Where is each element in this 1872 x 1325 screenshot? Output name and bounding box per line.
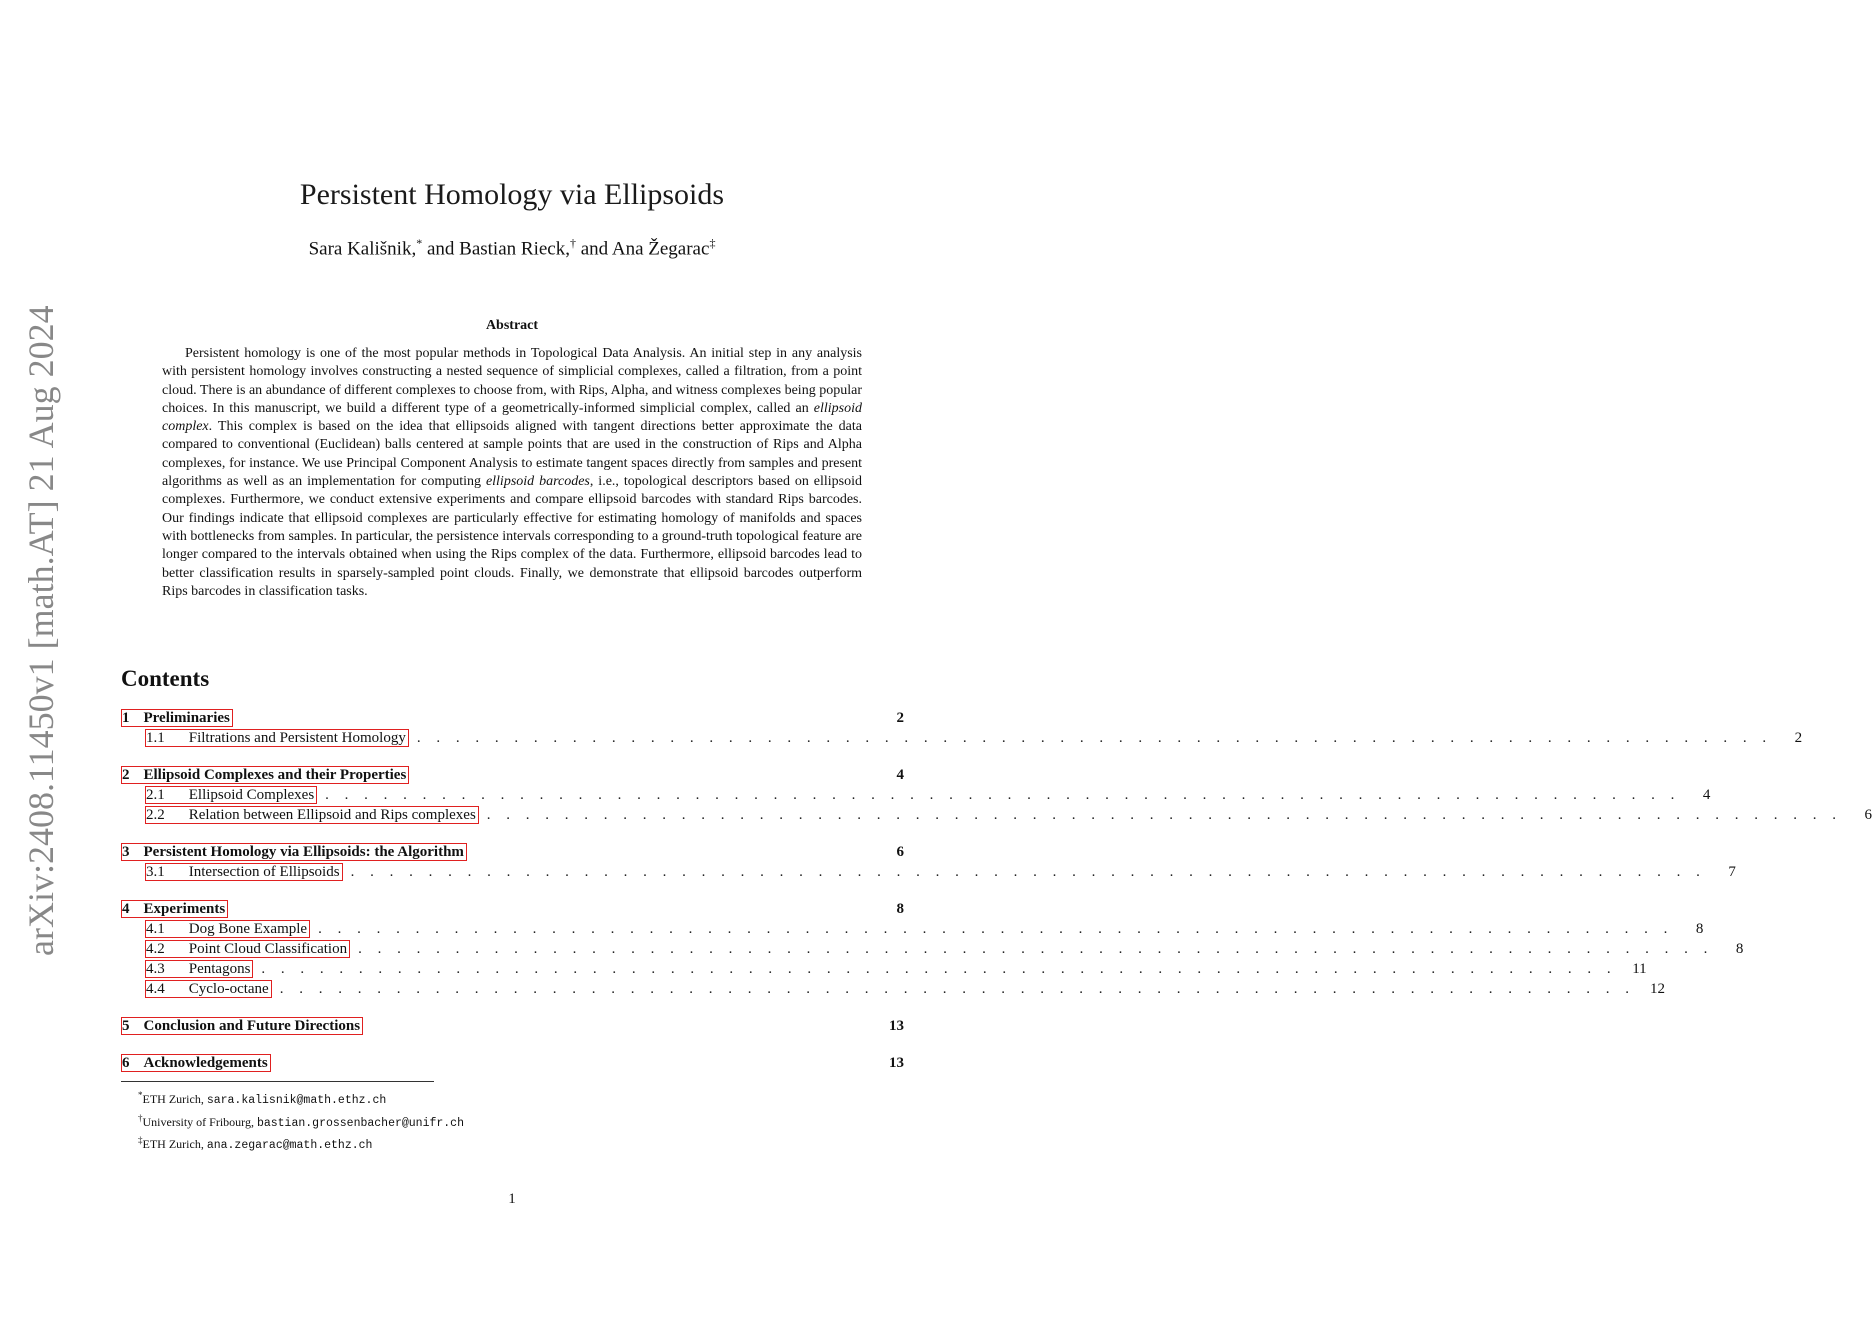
toc-subsection-link[interactable] (145, 786, 317, 804)
author-kalisnik: Sara Kališnik, (308, 238, 417, 260)
toc-subsection-number: 2.1 (146, 787, 165, 803)
footnote (138, 1132, 464, 1155)
toc-section-title: Conclusion and Future Directions (143, 1018, 361, 1034)
toc-subsection-link[interactable] (145, 940, 350, 958)
toc-section-row (121, 1054, 904, 1074)
toc-page-number: 4 (896, 767, 904, 783)
footnote (138, 1087, 464, 1110)
toc-page-number: 12 (1649, 981, 1665, 997)
toc-page-number: 8 (1695, 921, 1704, 937)
toc-subsection-link[interactable] (145, 863, 343, 881)
toc-subsection-number: 4.3 (146, 961, 165, 977)
toc-subsection-number: 4.1 (146, 921, 165, 937)
footnote-mark[interactable]: * (416, 236, 423, 250)
abstract-text: Persistent homology is one of the most popular methods in Topological Data Analysis. An initial step in any analysis with persistent homology involves constructing a nested sequence of simplicial complexes, called a filtration, from a point cloud. There is an abundance of different complexes to choose from, with Rips, Alpha, and witness complexes being popular choices. In this manuscript, we build a different type of a geometrically-informed simplicial complex, called an (162, 346, 862, 416)
toc-subsection-title: Pentagons (188, 961, 251, 977)
abstract-heading: Abstract (485, 318, 539, 333)
toc-subsection-link[interactable] (145, 729, 409, 747)
toc-dot-leader: . . . . . . . . . . . . . . . . . . . . . . . . . . . . . . . . . . . . . . . . . . . . . . . . . . . . . . . . . . . . . . . . . . . . . . (486, 807, 1843, 823)
toc-section-link[interactable] (121, 900, 228, 918)
toc-subsection-link[interactable] (145, 806, 479, 824)
toc-dot-leader: . . . . . . . . . . . . . . . . . . . . . . . . . . . . . . . . . . . . . . . . . . . . . . . . . . . . . . . . . . . . . . . . . . . . . . (350, 864, 1706, 880)
toc-section-number: 1 (122, 710, 130, 726)
author-zegarac: and Ana Žegarac (575, 238, 710, 260)
paper-title: Persistent Homology via Ellipsoids (299, 178, 725, 211)
toc-section-row (121, 843, 904, 863)
toc-dot-leader: . . . . . . . . . . . . . . . . . . . . . . . . . . . . . . . . . . . . . . . . . . . . . . . . . . . . . . . . . . . . . . . . . . . . . . (318, 921, 1674, 937)
toc-section-title: Preliminaries (143, 710, 230, 726)
author-rieck: and Bastian Rieck, (422, 238, 570, 260)
toc-page-number: 8 (896, 901, 904, 917)
toc-subsection-row (121, 729, 1803, 749)
toc-subsection-row (121, 980, 1665, 1000)
toc-section-block (121, 1017, 904, 1037)
footnote-email[interactable]: ana.zegarac@math.ethz.ch (206, 1139, 373, 1152)
toc-section-block (121, 1054, 904, 1074)
toc-subsection-title: Intersection of Ellipsoids (188, 864, 340, 880)
toc-dot-leader: . . . . . . . . . . . . . . . . . . . . . . . . . . . . . . . . . . . . . . . . . . . . . . . . . . . . . . . . . . . . . . . . . . . . . . (261, 961, 1617, 977)
toc-subsection-row (121, 863, 1736, 883)
contents-heading: Contents (121, 666, 210, 691)
toc-section-link[interactable] (121, 709, 233, 727)
toc-subsection-number: 2.2 (146, 807, 165, 823)
footnote-affiliation: University of Fribourg, (142, 1114, 257, 1129)
footnote-mark[interactable]: ‡ (709, 236, 716, 250)
footnote-mark: ‡ (138, 1135, 143, 1145)
toc-section-number: 5 (122, 1018, 130, 1034)
toc-page-number: 6 (1864, 807, 1872, 823)
toc-subsection-row (121, 940, 1744, 960)
abstract-emphasis: ellipsoid complex (162, 400, 862, 435)
toc-page-number: 13 (889, 1018, 904, 1034)
footnote-divider (121, 1081, 434, 1082)
abstract-text: , i.e., topological descriptors based on ellipsoid complexes. Furthermore, we conduct extensive experiments and compare ellipsoid barcodes with standard Rips barcodes. Our findings indicate that ellipsoid complexes are particularly effective for estimating homology of manifolds and spaces with bottlenecks from samples. In particular, the persistence intervals corresponding to a ground-truth topological feature are longer compared to the intervals obtained when using the Rips complex of the data. Furthermore, ellipsoid barcodes lead to better classification results in sparsely-sampled point clouds. Finally, we demonstrate that ellipsoid barcodes outperform Rips barcodes in classification tasks. (162, 474, 862, 599)
toc-dot-leader: . . . . . . . . . . . . . . . . . . . . . . . . . . . . . . . . . . . . . . . . . . . . . . . . . . . . . . . . . . . . . . . . . . . . . . (279, 981, 1635, 997)
table-of-contents (121, 709, 1872, 1091)
toc-subsection-title: Dog Bone Example (188, 921, 308, 937)
footnotes (138, 1087, 464, 1155)
toc-dot-leader: . . . . . . . . . . . . . . . . . . . . . . . . . . . . . . . . . . . . . . . . . . . . . . . . . . . . . . . . . . . . . . . . . . . . . . (416, 730, 1773, 746)
footnote-affiliation: ETH Zurich, (142, 1092, 207, 1106)
toc-section-row (121, 900, 904, 920)
footnote-affiliation: ETH Zurich, (142, 1137, 207, 1151)
toc-section-link[interactable] (121, 1017, 363, 1035)
toc-subsection-title: Point Cloud Classification (188, 941, 348, 957)
footnote-email[interactable]: sara.kalisnik@math.ethz.ch (206, 1094, 387, 1107)
toc-subsection-row (121, 960, 1647, 980)
toc-section-link[interactable] (121, 766, 409, 784)
toc-section-title: Ellipsoid Complexes and their Properties (143, 767, 407, 783)
footnote (138, 1110, 464, 1133)
toc-subsection-title: Cyclo-octane (188, 981, 269, 997)
abstract-emphasis: ellipsoid barcodes (485, 474, 590, 490)
toc-page-number: 7 (1728, 864, 1736, 880)
toc-section-row (121, 1017, 904, 1037)
toc-page-number: 2 (1794, 730, 1803, 746)
toc-dot-leader: . . . . . . . . . . . . . . . . . . . . . . . . . . . . . . . . . . . . . . . . . . . . . . . . . . . . . . . . . . . . . . . . . . . . . . (358, 941, 1714, 957)
toc-page-number: 13 (889, 1055, 904, 1071)
toc-section-block (121, 766, 1872, 826)
toc-section-number: 2 (122, 767, 130, 783)
toc-subsection-link[interactable] (145, 980, 272, 998)
toc-subsection-row (121, 806, 1872, 826)
toc-subsection-row (121, 786, 1711, 806)
toc-section-title: Persistent Homology via Ellipsoids: the Algorithm (143, 844, 464, 860)
toc-subsection-title: Filtrations and Persistent Homology (188, 730, 406, 746)
toc-dot-leader: . . . . . . . . . . . . . . . . . . . . . . . . . . . . . . . . . . . . . . . . . . . . . . . . . . . . . . . . . . . . . . . . . . . . . . (325, 787, 1681, 803)
toc-section-block (121, 843, 1736, 883)
toc-section-number: 3 (122, 844, 130, 860)
footnote-email[interactable]: bastian.grossenbacher@unifr.ch (256, 1116, 464, 1130)
toc-subsection-number: 3.1 (146, 864, 165, 880)
abstract-text: . This complex is based on the idea that ellipsoids aligned with tangent directions better approximate the data compared to conventional (Euclidean) balls centered at sample points that are used in the construction of Rips and Alpha complexes, for instance. We use Principal Component Analysis to estimate tangent spaces directly from samples and present algorithms as well as an implementation for computing (162, 419, 862, 490)
abstract-body (162, 345, 862, 601)
page-number: 1 (508, 1191, 516, 1207)
arxiv-identifier-stamp: arXiv:2408.11450v1 [math.AT] 21 Aug 2024 (21, 305, 61, 956)
toc-section-title: Acknowledgements (143, 1055, 268, 1071)
toc-subsection-link[interactable] (145, 960, 253, 978)
toc-section-block (121, 900, 1744, 1000)
footnote-mark: † (138, 1112, 143, 1123)
toc-page-number: 6 (896, 844, 904, 860)
author-line (0, 236, 1024, 260)
toc-section-number: 4 (122, 901, 130, 917)
toc-section-link[interactable] (121, 843, 467, 861)
toc-section-title: Experiments (143, 901, 226, 917)
footnote-mark[interactable]: † (569, 236, 576, 250)
toc-subsection-title: Ellipsoid Complexes (188, 787, 315, 803)
toc-subsection-row (121, 920, 1704, 940)
toc-subsection-link[interactable] (145, 920, 310, 938)
toc-section-link[interactable] (121, 1054, 271, 1072)
toc-section-row (121, 709, 904, 729)
toc-page-number: 2 (896, 710, 904, 726)
toc-page-number: 8 (1735, 941, 1744, 957)
toc-section-number: 6 (122, 1055, 130, 1071)
footnote-mark: * (138, 1090, 143, 1100)
toc-section-row (121, 766, 904, 786)
toc-subsection-title: Relation between Ellipsoid and Rips complexes (188, 807, 476, 823)
toc-subsection-number: 4.2 (146, 941, 165, 957)
toc-subsection-number: 4.4 (146, 981, 165, 997)
toc-subsection-number: 1.1 (146, 730, 165, 746)
toc-page-number: 4 (1702, 787, 1711, 803)
toc-page-number: 11 (1632, 961, 1647, 977)
toc-section-block (121, 709, 1803, 749)
